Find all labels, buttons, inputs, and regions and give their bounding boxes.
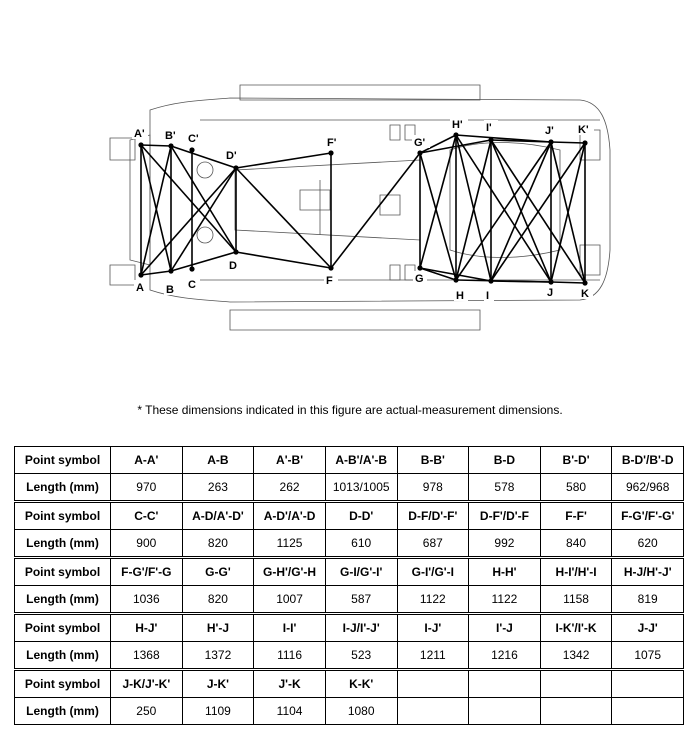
length-row <box>15 474 684 502</box>
length-cell: 587 <box>325 586 397 614</box>
point-symbol-cell: B-D <box>469 447 541 474</box>
point-k-prime <box>582 140 587 145</box>
label-c-prime: C' <box>188 133 199 145</box>
point-symbol-header: Point symbol <box>15 614 111 642</box>
length-row <box>15 586 684 614</box>
point-symbol-header: Point symbol <box>15 558 111 586</box>
length-cell: 687 <box>397 530 469 558</box>
length-cell: 820 <box>182 586 254 614</box>
point-symbol-row <box>15 670 684 698</box>
label-h: H <box>456 290 464 302</box>
label-k-prime: K' <box>578 124 589 136</box>
point-symbol-row <box>15 502 684 530</box>
point-symbol-cell: A-D'/A'-D <box>254 502 326 530</box>
length-cell: 1158 <box>540 586 612 614</box>
point-symbol-cell: D-F/D'-F' <box>397 502 469 530</box>
dimension-table <box>14 446 684 725</box>
point-symbol-cell <box>540 670 612 698</box>
label-b-prime: B' <box>165 130 176 142</box>
point-symbol-cell: J-J' <box>612 614 684 642</box>
length-row <box>15 530 684 558</box>
length-cell: 1368 <box>111 642 183 670</box>
label-c: C <box>188 279 196 291</box>
measurement-lines <box>141 135 585 283</box>
label-a: A <box>136 282 144 294</box>
point-symbol-cell <box>469 670 541 698</box>
point-d <box>233 249 238 254</box>
point-symbol-cell: B-B' <box>397 447 469 474</box>
point-symbol-cell: H'-J <box>182 614 254 642</box>
length-header: Length (mm) <box>15 698 111 725</box>
length-header: Length (mm) <box>15 474 111 502</box>
length-cell: 1116 <box>254 642 326 670</box>
length-cell: 970 <box>111 474 183 502</box>
label-k: K <box>581 288 589 300</box>
point-symbol-header: Point symbol <box>15 447 111 474</box>
point-symbol-cell: I-J/I'-J' <box>325 614 397 642</box>
point-symbol-cell: H-J/H'-J' <box>612 558 684 586</box>
length-cell: 992 <box>469 530 541 558</box>
point-symbol-cell: J'-K <box>254 670 326 698</box>
length-cell: 819 <box>612 586 684 614</box>
point-symbol-header: Point symbol <box>15 670 111 698</box>
point-symbol-row <box>15 558 684 586</box>
point-symbol-cell: A-B <box>182 447 254 474</box>
length-cell: 1211 <box>397 642 469 670</box>
point-h <box>453 277 458 282</box>
length-cell: 1013/1005 <box>325 474 397 502</box>
length-row <box>15 642 684 670</box>
length-cell: 900 <box>111 530 183 558</box>
length-cell: 1109 <box>182 698 254 725</box>
length-cell: 1122 <box>469 586 541 614</box>
length-cell: 523 <box>325 642 397 670</box>
label-b: B <box>166 284 174 296</box>
point-a-prime <box>138 142 143 147</box>
length-cell <box>612 698 684 725</box>
length-cell: 820 <box>182 530 254 558</box>
label-i: I <box>486 290 490 302</box>
label-i-prime: I' <box>486 122 492 134</box>
length-cell: 250 <box>111 698 183 725</box>
point-a <box>138 272 143 277</box>
length-cell: 978 <box>397 474 469 502</box>
length-cell: 1372 <box>182 642 254 670</box>
point-symbol-cell: H-I'/H'-I <box>540 558 612 586</box>
point-symbol-cell: A'-B' <box>254 447 326 474</box>
length-cell: 580 <box>540 474 612 502</box>
point-j-prime <box>548 139 553 144</box>
point-symbol-cell: I'-J <box>469 614 541 642</box>
label-j-prime: J' <box>545 125 554 137</box>
point-symbol-header: Point symbol <box>15 502 111 530</box>
length-cell: 1007 <box>254 586 326 614</box>
dimension-table-body <box>15 447 684 725</box>
point-symbol-cell: D-D' <box>325 502 397 530</box>
point-labels <box>132 117 594 302</box>
length-cell: 1342 <box>540 642 612 670</box>
point-symbol-cell: I-J' <box>397 614 469 642</box>
point-symbol-cell: F-G'/F'-G' <box>612 502 684 530</box>
point-symbol-cell: D-F'/D'-F <box>469 502 541 530</box>
point-g-prime <box>417 150 422 155</box>
length-cell: 263 <box>182 474 254 502</box>
length-cell <box>469 698 541 725</box>
length-cell: 610 <box>325 530 397 558</box>
point-b <box>168 268 173 273</box>
point-j <box>548 279 553 284</box>
point-symbol-cell: B'-D' <box>540 447 612 474</box>
point-symbol-cell: H-H' <box>469 558 541 586</box>
point-symbol-row <box>15 614 684 642</box>
measurement-note: * These dimensions indicated in this figure are actual-measurement dimensions. <box>137 403 563 417</box>
length-row <box>15 698 684 725</box>
point-symbol-cell: H-J' <box>111 614 183 642</box>
length-cell: 1036 <box>111 586 183 614</box>
point-symbol-cell <box>612 670 684 698</box>
point-k <box>582 280 587 285</box>
label-h-prime: H' <box>452 119 463 131</box>
point-b-prime <box>168 143 173 148</box>
length-cell: 1080 <box>325 698 397 725</box>
length-cell: 1122 <box>397 586 469 614</box>
point-symbol-cell: F-F' <box>540 502 612 530</box>
label-d: D <box>229 260 237 272</box>
length-cell: 840 <box>540 530 612 558</box>
length-cell: 962/968 <box>612 474 684 502</box>
point-f <box>328 265 333 270</box>
label-a-prime: A' <box>134 128 145 140</box>
length-cell <box>540 698 612 725</box>
label-f: F <box>326 275 333 287</box>
point-c <box>189 266 194 271</box>
point-g <box>417 265 422 270</box>
point-d-prime <box>233 165 238 170</box>
length-cell: 1104 <box>254 698 326 725</box>
length-cell: 578 <box>469 474 541 502</box>
label-g-prime: G' <box>414 137 426 149</box>
point-h-prime <box>453 132 458 137</box>
length-cell: 262 <box>254 474 326 502</box>
length-cell: 1075 <box>612 642 684 670</box>
point-i <box>488 278 493 283</box>
point-symbol-cell <box>397 670 469 698</box>
length-cell <box>397 698 469 725</box>
length-cell: 620 <box>612 530 684 558</box>
point-symbol-cell: G-I'/G'-I <box>397 558 469 586</box>
point-symbol-cell: J-K' <box>182 670 254 698</box>
point-c-prime <box>189 147 194 152</box>
length-cell: 1216 <box>469 642 541 670</box>
length-header: Length (mm) <box>15 586 111 614</box>
point-symbol-cell: A-B'/A'-B <box>325 447 397 474</box>
label-f-prime: F' <box>327 137 337 149</box>
point-symbol-cell: I-I' <box>254 614 326 642</box>
point-symbol-cell: B-D'/B'-D <box>612 447 684 474</box>
point-symbol-cell: G-H'/G'-H <box>254 558 326 586</box>
point-symbol-cell: G-I/G'-I' <box>325 558 397 586</box>
point-symbol-cell: C-C' <box>111 502 183 530</box>
label-d-prime: D' <box>226 150 237 162</box>
point-symbol-cell: J-K/J'-K' <box>111 670 183 698</box>
point-symbol-cell: F-G'/F'-G <box>111 558 183 586</box>
point-symbol-cell: I-K'/I'-K <box>540 614 612 642</box>
point-i-prime <box>488 137 493 142</box>
label-j: J <box>547 287 554 299</box>
length-header: Length (mm) <box>15 642 111 670</box>
length-header: Length (mm) <box>15 530 111 558</box>
point-symbol-cell: A-A' <box>111 447 183 474</box>
label-g: G <box>415 273 424 285</box>
length-cell: 1125 <box>254 530 326 558</box>
point-symbol-cell: K-K' <box>325 670 397 698</box>
point-symbol-cell: G-G' <box>182 558 254 586</box>
point-symbol-row <box>15 447 684 474</box>
point-f-prime <box>328 150 333 155</box>
point-symbol-cell: A-D/A'-D' <box>182 502 254 530</box>
